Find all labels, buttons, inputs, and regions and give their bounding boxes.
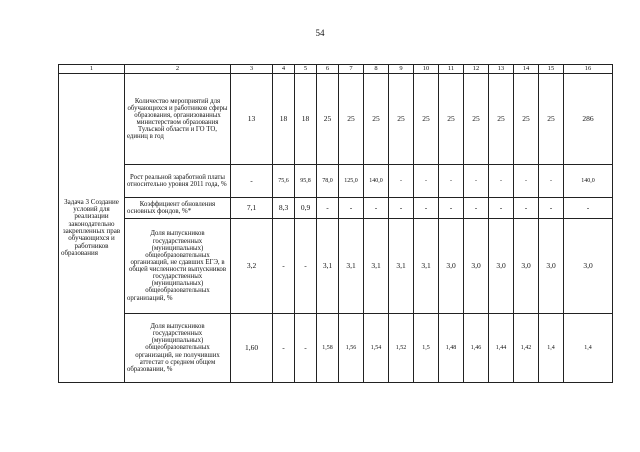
- value-cell: -: [564, 198, 613, 219]
- value-cell: 0,9: [295, 198, 317, 219]
- value-cell: 25: [439, 74, 464, 165]
- value-cell: -: [295, 314, 317, 383]
- value-cell: 3,1: [364, 219, 389, 314]
- value-cell: 18: [295, 74, 317, 165]
- column-header: 5: [295, 65, 317, 74]
- column-header: 7: [339, 65, 364, 74]
- task-cell: Задача 3 Создание условий для реализации законодательно закрепленных прав обучающихся и работников образования: [59, 74, 125, 383]
- indicator-cell: Рост реальной заработной платы относительно уровня 2011 года, %: [125, 165, 231, 198]
- value-cell: -: [389, 165, 414, 198]
- value-cell: 3,1: [389, 219, 414, 314]
- indicator-cell: Доля выпускников государственных (муниципальных) общеобразовательных организаций, не получивших аттестат о среднем общем образовании, %: [125, 314, 231, 383]
- table-row: [59, 198, 613, 219]
- value-cell: -: [273, 314, 295, 383]
- value-cell: 25: [339, 74, 364, 165]
- value-cell: 1,5: [414, 314, 439, 383]
- page-number: 54: [315, 28, 325, 38]
- value-cell: 3,0: [489, 219, 514, 314]
- value-cell: 3,1: [339, 219, 364, 314]
- value-cell: 25: [389, 74, 414, 165]
- value-cell: -: [414, 165, 439, 198]
- value-cell: -: [317, 198, 339, 219]
- value-cell: 1,56: [339, 314, 364, 383]
- column-header: 10: [414, 65, 439, 74]
- value-cell: -: [389, 198, 414, 219]
- value-cell: 1,44: [489, 314, 514, 383]
- value-cell: 95,8: [295, 165, 317, 198]
- value-cell: 125,0: [339, 165, 364, 198]
- value-cell: 3,0: [514, 219, 539, 314]
- value-cell: 140,0: [564, 165, 613, 198]
- value-cell: -: [273, 219, 295, 314]
- column-header: 8: [364, 65, 389, 74]
- value-cell: 140,0: [364, 165, 389, 198]
- indicator-cell: Количество мероприятий для обучающихся и работников сферы образования, организованных министерством образования Тульской области и ГО ТО, единиц в год: [125, 74, 231, 165]
- value-cell: 25: [539, 74, 564, 165]
- indicator-cell: Доля выпускников государственных (муниципальных) общеобразовательных организаций, не сдавших ЕГЭ, в общей численности выпускников государственных (муниципальных) общеобразовательных организаций, %: [125, 219, 231, 314]
- column-header: 16: [564, 65, 613, 74]
- value-cell: 1,48: [439, 314, 464, 383]
- value-cell: -: [539, 198, 564, 219]
- column-header: 6: [317, 65, 339, 74]
- value-cell: 25: [414, 74, 439, 165]
- value-cell: 3,0: [564, 219, 613, 314]
- value-cell: 18: [273, 74, 295, 165]
- value-cell: 8,3: [273, 198, 295, 219]
- value-cell: 1,58: [317, 314, 339, 383]
- value-cell: 25: [464, 74, 489, 165]
- value-cell: 1,4: [539, 314, 564, 383]
- value-cell: -: [539, 165, 564, 198]
- value-cell: 3,0: [539, 219, 564, 314]
- indicators-table: [58, 64, 613, 383]
- value-cell: -: [414, 198, 439, 219]
- value-cell: 3,1: [317, 219, 339, 314]
- column-header: 1: [59, 65, 125, 74]
- column-header: 3: [231, 65, 273, 74]
- column-header: 13: [489, 65, 514, 74]
- value-cell: -: [489, 198, 514, 219]
- value-cell: 1,4: [564, 314, 613, 383]
- value-cell: 78,0: [317, 165, 339, 198]
- table-row: [59, 74, 613, 165]
- value-cell: -: [464, 165, 489, 198]
- value-cell: 3,0: [439, 219, 464, 314]
- value-cell: -: [295, 219, 317, 314]
- value-cell: 286: [564, 74, 613, 165]
- value-cell: -: [339, 198, 364, 219]
- table-row: [59, 165, 613, 198]
- value-cell: 13: [231, 74, 273, 165]
- column-header: 2: [125, 65, 231, 74]
- value-cell: 1,54: [364, 314, 389, 383]
- value-cell: -: [489, 165, 514, 198]
- indicator-cell: Коэффициент обновления основных фондов, %*: [125, 198, 231, 219]
- value-cell: 25: [514, 74, 539, 165]
- value-cell: -: [364, 198, 389, 219]
- column-header: 9: [389, 65, 414, 74]
- value-cell: 3,0: [464, 219, 489, 314]
- column-header: 12: [464, 65, 489, 74]
- value-cell: -: [439, 198, 464, 219]
- header-row: [59, 65, 613, 74]
- column-header: 14: [514, 65, 539, 74]
- value-cell: 25: [489, 74, 514, 165]
- value-cell: 3,1: [414, 219, 439, 314]
- value-cell: 1,42: [514, 314, 539, 383]
- value-cell: 75,6: [273, 165, 295, 198]
- value-cell: 1,52: [389, 314, 414, 383]
- column-header: 11: [439, 65, 464, 74]
- value-cell: -: [464, 198, 489, 219]
- table-row: [59, 314, 613, 383]
- value-cell: 1,46: [464, 314, 489, 383]
- table-row: [59, 219, 613, 314]
- value-cell: 1,60: [231, 314, 273, 383]
- value-cell: 25: [317, 74, 339, 165]
- value-cell: -: [439, 165, 464, 198]
- value-cell: 7,1: [231, 198, 273, 219]
- value-cell: 25: [364, 74, 389, 165]
- column-header: 15: [539, 65, 564, 74]
- column-header: 4: [273, 65, 295, 74]
- value-cell: -: [514, 165, 539, 198]
- value-cell: -: [231, 165, 273, 198]
- value-cell: 3,2: [231, 219, 273, 314]
- value-cell: -: [514, 198, 539, 219]
